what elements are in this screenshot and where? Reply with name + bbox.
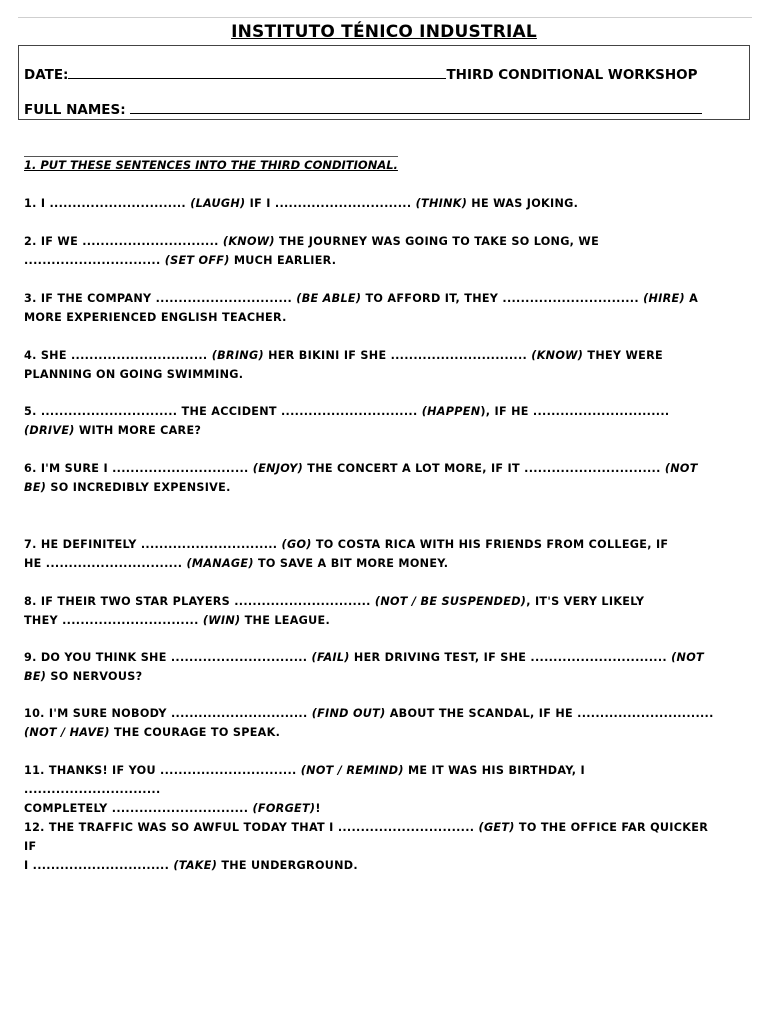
exercise-item [24,289,724,327]
sentence-text: 7. HE DEFINITELY .............................. [24,538,282,551]
sentence-text: THEY WERE PLANNING ON GOING SWIMMING. [24,349,668,381]
sentence-text: THE LEAGUE. [240,614,331,627]
sentence-text: HER DRIVING TEST, IF SHE .............................. [349,651,672,664]
sentence-text: 5. .............................. THE ACCIDENT .............................. [24,405,422,418]
sentence-text: TO THE OFFICE FAR QUICKER IF I .............................. [24,821,709,872]
verb-hint: (DRIVE) [24,424,75,437]
sentence-text: 4. SHE .............................. [24,349,212,362]
sentence-text: THE CONCERT A LOT MORE, IF IT .............................. [303,462,665,475]
verb-hint: (TAKE) [173,859,218,872]
verb-hint: (NOT / REMIND) [300,764,404,777]
verb-hint: (NOT / HAVE) [24,726,110,739]
exercise-item [24,346,724,384]
sentence-text: 1. I .............................. [24,197,191,210]
verb-hint: (KNOW) [222,235,275,248]
top-rule [18,17,752,18]
section-heading: 1. PUT THESE SENTENCES INTO THE THIRD CONDITIONAL. [24,158,398,172]
sentence-text: 10. I'M SURE NOBODY .............................. [24,707,312,720]
sentence-text: HE WAS JOKING. [467,197,579,210]
verb-hint: (ENJOY) [252,462,304,475]
date-row [24,66,698,83]
exercise-item [24,194,724,213]
sentence-text: ! [315,802,321,815]
sentence-text: HER BIKINI IF SHE .............................. [263,349,532,362]
verb-hint: (GET) [478,821,515,834]
sentence-text: THE COURAGE TO SPEAK. [109,726,281,739]
sentence-text: 6. I'M SURE I .............................. [24,462,253,475]
sentence-text: MUCH EARLIER. [229,254,337,267]
page-title: INSTITUTO TÉNICO INDUSTRIAL [231,22,537,42]
workshop-title: THIRD CONDITIONAL WORKSHOP [446,67,698,83]
sentence-text: 3. IF THE COMPANY .............................. [24,292,297,305]
exercise-item [24,648,724,686]
sentence-text: THE JOURNEY WAS GOING TO TAKE SO LONG, WE .............................. [24,235,604,267]
sentence-text: THE UNDERGROUND. [217,859,358,872]
sentence-text: 11. THANKS! IF YOU .............................. [24,764,301,777]
verb-hint: (HIRE) [643,292,685,305]
verb-hint: (KNOW) [531,349,584,362]
sentence-text: IF I .............................. [245,197,416,210]
exercise-item [24,761,724,818]
full-names-blank-line[interactable] [130,101,702,114]
sentence-text: ABOUT THE SCANDAL, IF HE .............................. [385,707,718,720]
verb-hint: (BE ABLE) [296,292,362,305]
student-info-box [18,45,750,120]
verb-hint: (THINK) [415,197,468,210]
exercise-item [24,704,724,742]
verb-hint: (NOT BE) [24,462,698,494]
sentence-text: 2. IF WE .............................. [24,235,223,248]
sentence-text: WITH MORE CARE? [74,424,202,437]
sentence-text: TO AFFORD IT, THEY .............................. [361,292,644,305]
verb-hint: (MANAGE) [186,557,254,570]
verb-hint: (NOT BE) [24,651,704,683]
verb-hint: (NOT / BE SUSPENDED) [374,595,527,608]
full-names-label: FULL NAMES: [24,102,131,118]
exercise-item [24,535,724,573]
verb-hint: (GO) [281,538,312,551]
sentence-text: TO COSTA RICA WITH HIS FRIENDS FROM COLLEGE, IF HE .............................. [24,538,669,570]
verb-hint: (FIND OUT) [311,707,386,720]
verb-hint: (HAPPEN [421,405,481,418]
sentence-text: SO INCREDIBLY EXPENSIVE. [46,481,231,494]
verb-hint: (BRING) [211,349,264,362]
exercise-item [24,818,724,875]
verb-hint: (SET OFF) [164,254,230,267]
exercise-item [24,232,724,270]
names-row [24,101,702,118]
exercise-item [24,402,724,440]
sentence-text: , IT'S VERY LIKELY THEY .............................. [24,595,645,627]
verb-hint: (FORGET) [252,802,316,815]
verb-hint: (FAIL) [311,651,350,664]
exercise-item [24,592,724,630]
verb-hint: (LAUGH) [190,197,246,210]
sentence-text: TO SAVE A BIT MORE MONEY. [253,557,449,570]
sentence-text: ), IF HE .............................. [480,405,674,418]
sentence-text: A MORE EXPERIENCED ENGLISH TEACHER. [24,292,703,324]
sentence-text: SO NERVOUS? [46,670,143,683]
exercise-item [24,459,724,497]
date-label: DATE: [24,67,69,83]
sentence-text: 9. DO YOU THINK SHE .............................. [24,651,312,664]
date-blank-line[interactable] [68,66,446,79]
sentence-text: ME IT WAS HIS BIRTHDAY, I .............................. COMPLETELY .............................. [24,764,585,815]
verb-hint: (WIN) [202,614,241,627]
sentence-text: 12. THE TRAFFIC WAS SO AWFUL TODAY THAT I .............................. [24,821,479,834]
sentence-text: 8. IF THEIR TWO STAR PLAYERS .............................. [24,595,375,608]
